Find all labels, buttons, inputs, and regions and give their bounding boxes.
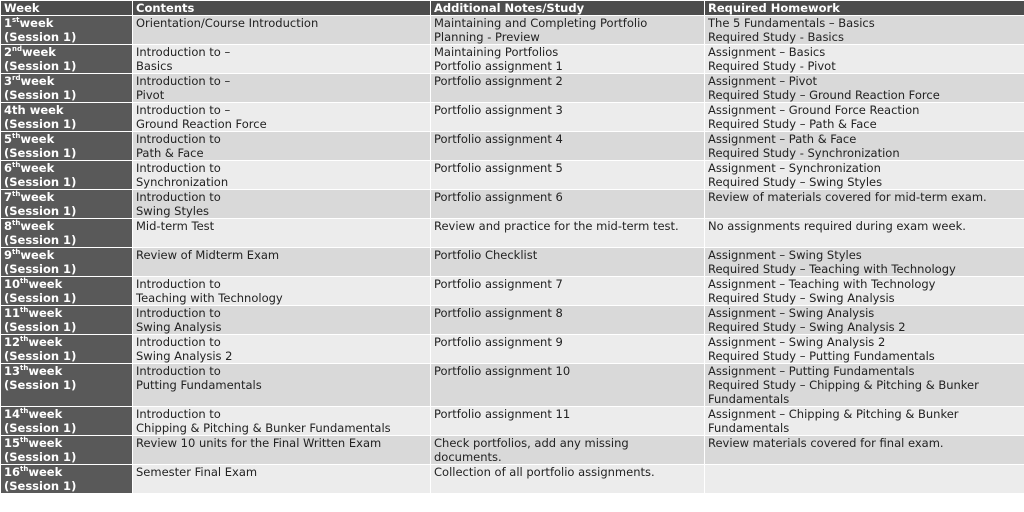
notes-cell: Portfolio assignment 6 bbox=[431, 190, 705, 219]
homework-cell bbox=[705, 465, 1024, 494]
notes-cell: Portfolio assignment 5 bbox=[431, 161, 705, 190]
week-number: 14 bbox=[4, 407, 21, 421]
week-label bbox=[4, 219, 129, 233]
week-number: 9 bbox=[4, 248, 13, 262]
notes-cell: Maintaining and Completing Portfolio Planning - Preview bbox=[431, 16, 705, 45]
notes-cell: Portfolio assignment 2 bbox=[431, 74, 705, 103]
week-label bbox=[4, 407, 129, 421]
notes-cell: Portfolio assignment 3 bbox=[431, 103, 705, 132]
contents-cell: Introduction to Path & Face bbox=[133, 132, 431, 161]
week-cell bbox=[1, 74, 133, 103]
week-session: (Session 1) bbox=[4, 117, 77, 131]
week-word: week bbox=[20, 219, 55, 233]
week-word: week bbox=[28, 306, 63, 320]
contents-cell: Review of Midterm Exam bbox=[133, 248, 431, 277]
week-session: (Session 1) bbox=[4, 175, 77, 189]
week-cell bbox=[1, 277, 133, 306]
week-number: 1 bbox=[4, 16, 13, 30]
week-word: week bbox=[19, 16, 54, 30]
homework-cell: Assignment – Putting Fundamentals Required Study – Chipping & Pitching & Bunker Fundamentals bbox=[705, 364, 1024, 407]
week-number: 6 bbox=[4, 161, 13, 175]
week-word: week bbox=[22, 45, 56, 59]
notes-cell: Portfolio assignment 9 bbox=[431, 335, 705, 364]
notes-cell: Review and practice for the mid-term test. bbox=[431, 219, 705, 248]
week-word: week bbox=[28, 465, 63, 479]
week-label bbox=[4, 16, 129, 30]
week-cell bbox=[1, 407, 133, 436]
table-row bbox=[1, 306, 1024, 335]
homework-cell: Review of materials covered for mid-term exam. bbox=[705, 190, 1024, 219]
contents-cell: Introduction to – Basics bbox=[133, 45, 431, 74]
week-cell bbox=[1, 465, 133, 494]
homework-cell: Assignment – Basics Required Study - Pivot bbox=[705, 45, 1024, 74]
week-number: 7 bbox=[4, 190, 13, 204]
week-number: 11 bbox=[4, 306, 21, 320]
notes-cell: Check portfolios, add any missing documents. bbox=[431, 436, 705, 465]
table-row bbox=[1, 161, 1024, 190]
week-word: week bbox=[28, 364, 63, 378]
homework-cell: Assignment – Path & Face Required Study - Synchronization bbox=[705, 132, 1024, 161]
week-session: (Session 1) bbox=[4, 233, 77, 247]
week-number: 10 bbox=[4, 277, 21, 291]
header-required-homework: Required Homework bbox=[705, 1, 1024, 16]
week-session: (Session 1) bbox=[4, 320, 77, 334]
week-ordinal-suffix: th bbox=[12, 161, 21, 170]
week-word: week bbox=[20, 74, 55, 88]
week-label bbox=[4, 465, 129, 479]
week-session: (Session 1) bbox=[4, 30, 77, 44]
homework-cell: Assignment – Swing Analysis 2 Required Study – Putting Fundamentals bbox=[705, 335, 1024, 364]
contents-cell: Review 10 units for the Final Written Exam bbox=[133, 436, 431, 465]
contents-cell: Introduction to Swing Analysis bbox=[133, 306, 431, 335]
table-header-row bbox=[1, 1, 1024, 16]
header-week: Week bbox=[1, 1, 133, 16]
week-word: week bbox=[28, 436, 63, 450]
week-cell bbox=[1, 436, 133, 465]
week-session: (Session 1) bbox=[4, 59, 77, 73]
week-ordinal-suffix: th bbox=[20, 436, 29, 445]
week-number: 5 bbox=[4, 132, 13, 146]
week-number: 15 bbox=[4, 436, 21, 450]
table-row bbox=[1, 364, 1024, 407]
header-additional-notes: Additional Notes/Study bbox=[431, 1, 705, 16]
week-ordinal-suffix: rd bbox=[12, 74, 21, 83]
week-session: (Session 1) bbox=[4, 421, 77, 435]
homework-cell: The 5 Fundamentals – Basics Required Study - Basics bbox=[705, 16, 1024, 45]
week-number: 3 bbox=[4, 74, 13, 88]
table-row bbox=[1, 407, 1024, 436]
week-label bbox=[4, 103, 129, 117]
contents-cell: Introduction to Teaching with Technology bbox=[133, 277, 431, 306]
contents-cell: Mid-term Test bbox=[133, 219, 431, 248]
week-cell bbox=[1, 45, 133, 74]
notes-cell: Portfolio assignment 8 bbox=[431, 306, 705, 335]
contents-cell: Introduction to Chipping & Pitching & Bunker Fundamentals bbox=[133, 407, 431, 436]
week-word: week bbox=[20, 190, 55, 204]
notes-cell: Portfolio assignment 7 bbox=[431, 277, 705, 306]
contents-cell: Introduction to Synchronization bbox=[133, 161, 431, 190]
week-ordinal-suffix: nd bbox=[12, 45, 23, 54]
week-session: (Session 1) bbox=[4, 262, 77, 276]
contents-cell: Introduction to – Ground Reaction Force bbox=[133, 103, 431, 132]
week-cell bbox=[1, 161, 133, 190]
week-session: (Session 1) bbox=[4, 349, 77, 363]
week-session: (Session 1) bbox=[4, 450, 77, 464]
notes-cell: Portfolio Checklist bbox=[431, 248, 705, 277]
table-row bbox=[1, 16, 1024, 45]
week-number: 16 bbox=[4, 465, 21, 479]
week-word: week bbox=[28, 407, 63, 421]
week-word: week bbox=[20, 161, 55, 175]
homework-cell: Assignment – Swing Analysis Required Study – Swing Analysis 2 bbox=[705, 306, 1024, 335]
week-cell bbox=[1, 132, 133, 161]
contents-cell: Introduction to Swing Analysis 2 bbox=[133, 335, 431, 364]
week-number: 4th week bbox=[4, 103, 64, 117]
week-label bbox=[4, 74, 129, 88]
week-session: (Session 1) bbox=[4, 378, 77, 392]
week-label bbox=[4, 306, 129, 320]
contents-cell: Semester Final Exam bbox=[133, 465, 431, 494]
notes-cell: Portfolio assignment 11 bbox=[431, 407, 705, 436]
homework-cell: Assignment – Synchronization Required Study – Swing Styles bbox=[705, 161, 1024, 190]
week-session: (Session 1) bbox=[4, 146, 77, 160]
week-ordinal-suffix: th bbox=[20, 465, 29, 474]
week-ordinal-suffix: st bbox=[12, 16, 20, 25]
table-row bbox=[1, 132, 1024, 161]
week-label bbox=[4, 277, 129, 291]
notes-cell: Portfolio assignment 4 bbox=[431, 132, 705, 161]
week-word: week bbox=[28, 335, 63, 349]
table-row bbox=[1, 190, 1024, 219]
week-ordinal-suffix: th bbox=[20, 306, 29, 315]
week-label bbox=[4, 45, 129, 59]
table-row bbox=[1, 219, 1024, 248]
week-cell bbox=[1, 335, 133, 364]
table-row bbox=[1, 45, 1024, 74]
homework-cell: Assignment – Swing Styles Required Study – Teaching with Technology bbox=[705, 248, 1024, 277]
week-label bbox=[4, 248, 129, 262]
week-ordinal-suffix: th bbox=[12, 248, 21, 257]
week-label bbox=[4, 190, 129, 204]
homework-cell: Assignment – Teaching with Technology Required Study – Swing Analysis bbox=[705, 277, 1024, 306]
contents-cell: Orientation/Course Introduction bbox=[133, 16, 431, 45]
notes-cell: Maintaining Portfolios Portfolio assignment 1 bbox=[431, 45, 705, 74]
homework-cell: Assignment – Pivot Required Study – Ground Reaction Force bbox=[705, 74, 1024, 103]
week-ordinal-suffix: th bbox=[12, 190, 21, 199]
week-word: week bbox=[20, 132, 55, 146]
header-contents: Contents bbox=[133, 1, 431, 16]
week-ordinal-suffix: th bbox=[12, 132, 21, 141]
contents-cell: Introduction to Swing Styles bbox=[133, 190, 431, 219]
week-cell bbox=[1, 103, 133, 132]
week-number: 2 bbox=[4, 45, 13, 59]
week-ordinal-suffix: th bbox=[20, 277, 29, 286]
week-ordinal-suffix: th bbox=[20, 364, 29, 373]
week-label bbox=[4, 364, 129, 378]
week-ordinal-suffix: th bbox=[20, 407, 29, 416]
contents-cell: Introduction to – Pivot bbox=[133, 74, 431, 103]
table-row bbox=[1, 277, 1024, 306]
week-ordinal-suffix: th bbox=[12, 219, 21, 228]
notes-cell: Collection of all portfolio assignments. bbox=[431, 465, 705, 494]
table-row bbox=[1, 103, 1024, 132]
week-word: week bbox=[20, 248, 55, 262]
week-word: week bbox=[28, 277, 63, 291]
week-session: (Session 1) bbox=[4, 88, 77, 102]
homework-cell: Assignment – Chipping & Pitching & Bunker Fundamentals bbox=[705, 407, 1024, 436]
table-row bbox=[1, 248, 1024, 277]
week-cell bbox=[1, 306, 133, 335]
week-session: (Session 1) bbox=[4, 291, 77, 305]
table-row bbox=[1, 74, 1024, 103]
week-cell bbox=[1, 190, 133, 219]
homework-cell: Assignment – Ground Force Reaction Required Study – Path & Face bbox=[705, 103, 1024, 132]
week-number: 12 bbox=[4, 335, 21, 349]
week-label bbox=[4, 132, 129, 146]
week-label bbox=[4, 436, 129, 450]
week-cell bbox=[1, 16, 133, 45]
week-session: (Session 1) bbox=[4, 479, 77, 493]
week-cell bbox=[1, 364, 133, 407]
week-number: 13 bbox=[4, 364, 21, 378]
table-row bbox=[1, 436, 1024, 465]
homework-cell: Review materials covered for final exam. bbox=[705, 436, 1024, 465]
homework-cell: No assignments required during exam week. bbox=[705, 219, 1024, 248]
week-ordinal-suffix: th bbox=[20, 335, 29, 344]
table-row bbox=[1, 465, 1024, 494]
week-cell bbox=[1, 219, 133, 248]
week-cell bbox=[1, 248, 133, 277]
week-number: 8 bbox=[4, 219, 13, 233]
week-label bbox=[4, 161, 129, 175]
week-label bbox=[4, 335, 129, 349]
contents-cell: Introduction to Putting Fundamentals bbox=[133, 364, 431, 407]
notes-cell: Portfolio assignment 10 bbox=[431, 364, 705, 407]
week-session: (Session 1) bbox=[4, 204, 77, 218]
table-row bbox=[1, 335, 1024, 364]
